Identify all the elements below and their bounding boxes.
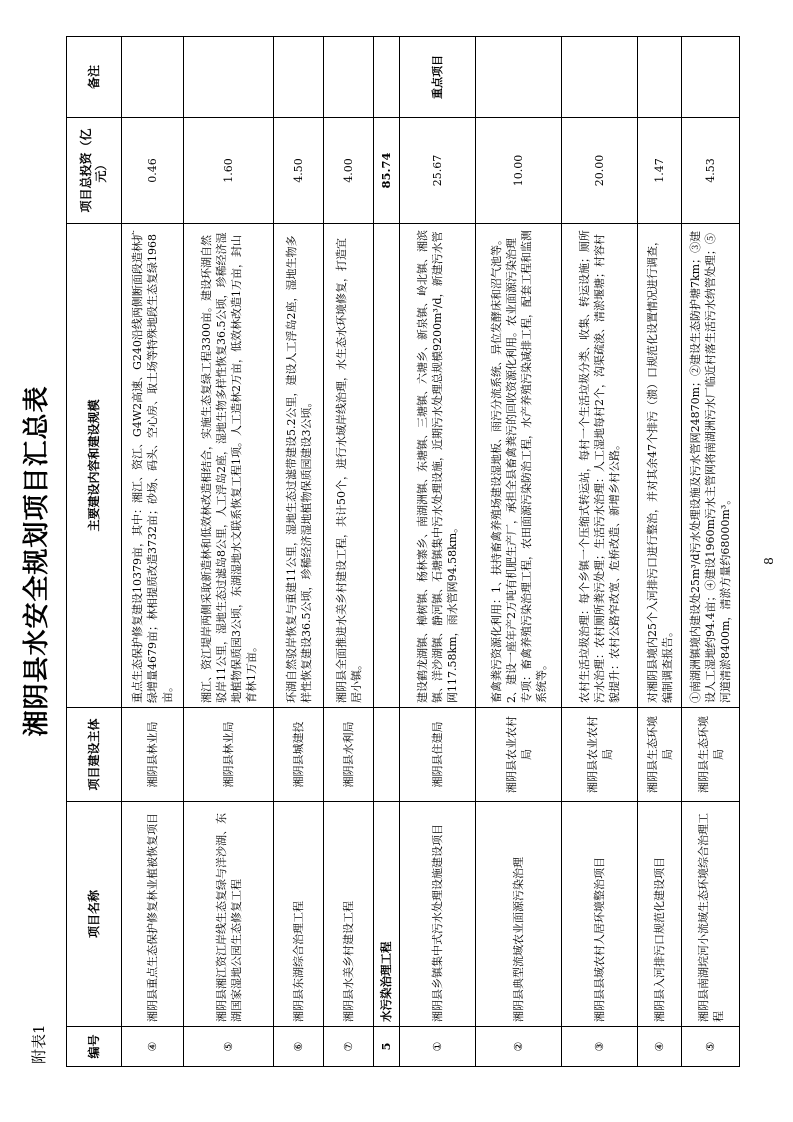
cell-project-name: 湘阴县东湖综合治理工程 [274,802,324,1027]
cell-investment: 0.46 [122,118,184,224]
cell-no: ② [476,1027,562,1067]
cell-no: ④ [638,1027,682,1067]
table-row [274,37,324,1067]
header-note: 备注 [67,37,122,118]
cell-construction-content: 对湘阴县境内25个入河排污口进行整治，并对其余47个排污（溃）口规范化设置情况进行调查，编制调查报告。 [638,224,682,708]
header-content: 主要建设内容和建设规模 [67,224,122,708]
table-header-row [67,37,122,1067]
cell-construction-content: 农村生活垃圾治理：每个乡镇一个压缩式转运站，每村一个生活垃圾分类、收集、转运设施；厕所污水治理：农村厕所粪污处理；生活污水治理：人工湿地每村2个，沟渠疏浚、清淤堰塘；村容村貌提升：农村公路窄改宽、危桥改造、新增乡村公路。 [562,224,638,708]
cell-no: ⑤ [184,1027,274,1067]
cell-no: ③ [562,1027,638,1067]
cell-project-name: 湘阴县县域农村人居环境整治项目 [562,802,638,1027]
cell-no: ① [400,1027,476,1067]
cell-project-name: 湘阴县乡镇集中式污水处理设施建设项目 [400,802,476,1027]
cell-construction-unit: 湘阴县住建局 [400,708,476,802]
cell-construction-unit: 湘阴县林业局 [184,708,274,802]
table-row [682,37,740,1067]
cell-construction-content: 重点生态保护修复建设10379亩，其中：湘江、资江、G4W2高速、G240沿线两侧断面段造林扩绿增量4679亩；林相提质改造3732亩；砂场、码头、空心房、取土场等特殊地段生态复绿1968亩。 [122,224,184,708]
header-unit: 项目建设主体 [67,708,122,802]
cell-no: ⑦ [324,1027,374,1067]
table-row [184,37,274,1067]
cell-construction-unit: 湘阴县生态环境局 [682,708,740,802]
cell-investment: 4.50 [274,118,324,224]
cell-note [184,37,274,118]
cell-construction-unit [374,708,400,802]
cell-note [476,37,562,118]
cell-construction-unit: 湘阴县城建投 [274,708,324,802]
cell-no: 5 [374,1027,400,1067]
table-row [122,37,184,1067]
cell-construction-content: 环湖自然驳岸恢复与重建11公里，湿地生态过滤带建设5.2公里，建设人工浮岛2座，湿地生物多样性恢复建设36.5公顷，珍稀经济湿地植物保质园建设3公顷。 [274,224,324,708]
cell-note [562,37,638,118]
appendix-label: 附表1 [30,1024,48,1064]
cell-no: ④ [122,1027,184,1067]
document-title: 湘阴县水安全规划项目汇总表 [22,385,52,737]
cell-no: ⑤ [682,1027,740,1067]
cell-investment: 4.53 [682,118,740,224]
cell-project-name: 湘阴县湘江资江岸线生态复绿与洋沙湖、东湖国家湿地公园生态修复工程 [184,802,274,1027]
cell-construction-content: ①南湖洲镇境内建设处25m³/d污水处理设施及污水管网24870m；②建设生态防护塘7km；③建设人工湿地约94.4亩；④建设1960m污水主管网将南湖洲污水厂临近村落生活污水纳管处理；⑤河道清淤8400m，清淤方量约68000m³。 [682,224,740,708]
cell-construction-content: 畜禽粪污资源化利用：1、扶持畜禽养殖场建设湿地板、雨污分流系统、异位发酵床和沼气池等。2、建设一座年产2万吨有机肥生产厂，承担全县畜禽粪污的回收资源化利用。农业面源污染治理专项：畜禽养殖污染治理工程，农田面源污染防治工程，水产养殖污染减排工程，配套工程和监测系统等。 [476,224,562,708]
cell-construction-content [374,224,400,708]
cell-project-name: 湘阴县入河排污口规范化建设项目 [638,802,682,1027]
header-investment: 项目总投资（亿元） [67,118,122,224]
table-row [562,37,638,1067]
table-body [122,37,740,1067]
cell-investment: 4.00 [324,118,374,224]
cell-construction-content: 湘江、资江堤岸两侧采取新造林和低效林改造相结合，实施生态复绿工程3300亩。建设环湖自然驳岸11公里，湿地生态过滤岛8公里，人工浮岛2座，湿地生物多样性恢复36.5公顷，珍稀经济湿地植物保质园3公顷，东湖湿地水文联系恢复工程1项。人工造林2万亩，低效林改造1万亩，封山育林1万亩。 [184,224,274,708]
cell-construction-unit: 湘阴县农业农村局 [476,708,562,802]
cell-investment: 1.60 [184,118,274,224]
table-row [324,37,374,1067]
cell-note [374,37,400,118]
cell-project-name: 湘阴县南湖垸河小流域生态环境综合治理工程 [682,802,740,1027]
cell-project-name: 湘阴县水美乡村建设工程 [324,802,374,1027]
cell-construction-unit: 湘阴县林业局 [122,708,184,802]
cell-construction-unit: 湘阴县水利局 [324,708,374,802]
cell-note [122,37,184,118]
header-name: 项目名称 [67,802,122,1027]
cell-construction-unit: 湘阴县农业农村局 [562,708,638,802]
cell-construction-content: 湘阴县全面推进水美乡村建设工程，共计50个，进行水域岸线治理，水生态水环境修复，打造宜居小镇。 [324,224,374,708]
cell-project-name: 水污染治理工程 [374,802,400,1027]
table-row [400,37,476,1067]
project-summary-table [66,36,740,1067]
table-row [638,37,682,1067]
header-no: 编号 [67,1027,122,1067]
cell-construction-content: 建设鹤龙湖镇、樟树镇、杨林寨乡、南湖洲镇、东塘镇、三塘镇、六塘乡、新泉镇、岭北镇、湘滨镇、洋沙湖镇、静河镇、石塘镇集中污水处理设施，近期污水处理总规模9200m³/d，新建污水管网117.58km，雨水管网94.58km。 [400,224,476,708]
table-row [476,37,562,1067]
table-section-row [374,37,400,1067]
cell-construction-unit: 湘阴县生态环境局 [638,708,682,802]
cell-investment: 1.47 [638,118,682,224]
page-number: 8 [762,557,776,565]
cell-investment: 85.74 [374,118,400,224]
cell-project-name: 湘阴县重点生态保护修复林业植被恢复项目 [122,802,184,1027]
cell-note [638,37,682,118]
cell-investment: 20.00 [562,118,638,224]
cell-note [324,37,374,118]
cell-project-name: 湘阴县典型流域农业面源污染治理 [476,802,562,1027]
cell-no: ⑥ [274,1027,324,1067]
cell-note [274,37,324,118]
cell-investment: 25.67 [400,118,476,224]
cell-note [682,37,740,118]
cell-investment: 10.00 [476,118,562,224]
cell-note: 重点项目 [400,37,476,118]
